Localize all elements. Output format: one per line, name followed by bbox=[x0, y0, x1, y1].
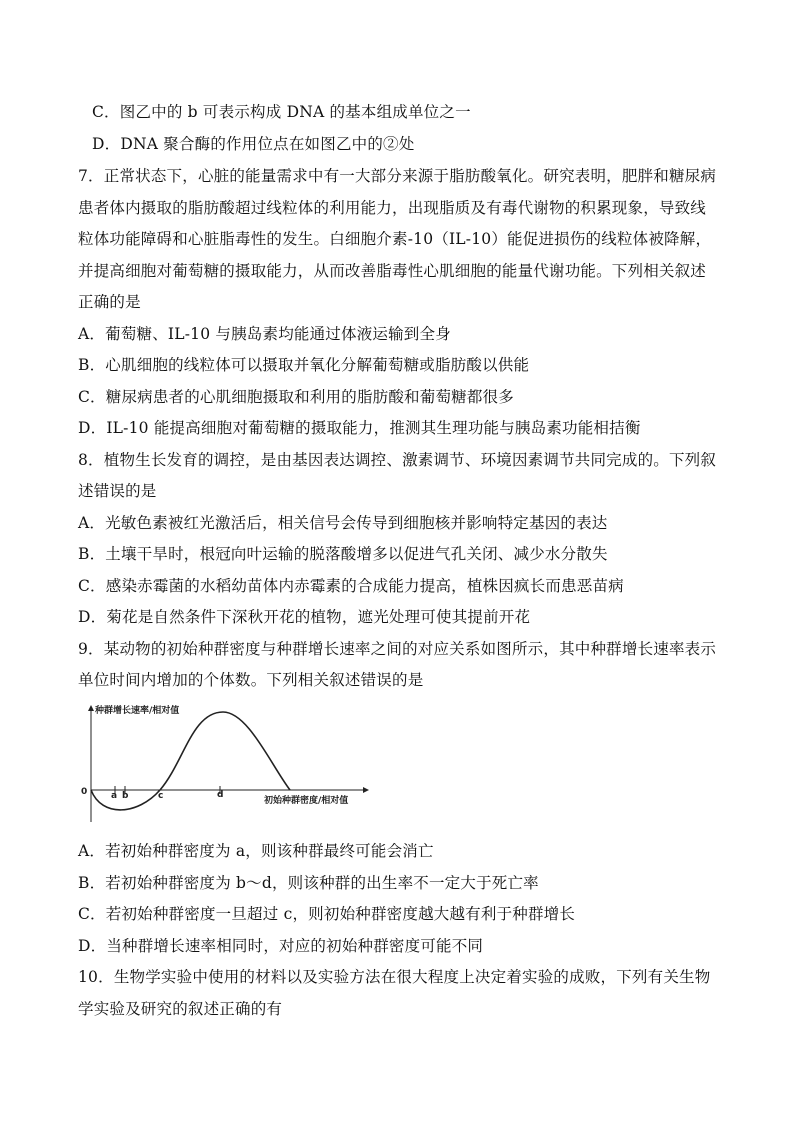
option-9c: C．若初始种群密度一旦超过 c，则初始种群密度越大越有利于种群增长 bbox=[78, 905, 576, 923]
x-axis-label: 初始种群密度/相对值 bbox=[264, 796, 349, 806]
question-7-line-5: 正确的是 bbox=[78, 293, 141, 311]
question-7-line-2: 患者体内摄取的脂肪酸超过线粒体的利用能力，出现脂质及有毒代谢物的积累现象，导致线 bbox=[78, 199, 707, 217]
y-axis-label: 种群增长速率/相对值 bbox=[95, 706, 180, 716]
question-8-line-1: 8．植物生长发育的调控，是由基因表达调控、激素调节、环境因素调节共同完成的。下列叙 bbox=[78, 451, 717, 469]
option-9b: B．若初始种群密度为 b～d，则该种群的出生率不一定大于死亡率 bbox=[78, 874, 539, 892]
tick-a-label: a bbox=[111, 791, 118, 801]
option-7a: A．葡萄糖、IL-10 与胰岛素均能通过体液运输到全身 bbox=[78, 325, 451, 343]
option-8b: B．土壤干旱时，根冠向叶运输的脱落酸增多以促进气孔关闭、减少水分散失 bbox=[78, 545, 608, 563]
population-growth-chart bbox=[78, 700, 378, 828]
question-9-line-2: 单位时间内增加的个体数。下列相关叙述错误的是 bbox=[78, 671, 424, 689]
tick-b-label: b bbox=[122, 791, 129, 801]
origin-label: 0 bbox=[81, 787, 88, 797]
question-7-line-3: 粒体功能障碍和心脏脂毒性的发生。白细胞介素-10（IL-10）能促进损伤的线粒体被降解， bbox=[78, 230, 712, 248]
option-9a: A．若初始种群密度为 a，则该种群最终可能会消亡 bbox=[78, 842, 434, 860]
question-8-line-2: 述错误的是 bbox=[78, 482, 157, 500]
option-6d: D．DNA 聚合酶的作用位点在如图乙中的②处 bbox=[92, 135, 415, 153]
option-8c: C．感染赤霉菌的水稻幼苗体内赤霉素的合成能力提高，植株因疯长而患恶苗病 bbox=[78, 577, 624, 595]
tick-c-label: c bbox=[158, 791, 164, 801]
option-7c: C．糖尿病患者的心肌细胞摄取和利用的脂肪酸和葡萄糖都很多 bbox=[78, 388, 514, 406]
question-7-line-1: 7．正常状态下，心脏的能量需求中有一大部分来源于脂肪酸氧化。研究表明，肥胖和糖尿病 bbox=[78, 167, 717, 185]
option-8d: D．菊花是自然条件下深秋开花的植物，遮光处理可使其提前开花 bbox=[78, 608, 531, 626]
question-10-line-2: 学实验及研究的叙述正确的有 bbox=[78, 1000, 283, 1018]
question-10-line-1: 10．生物学实验中使用的材料以及实验方法在很大程度上决定着实验的成败，下列有关生物 bbox=[78, 968, 711, 986]
question-9-line-1: 9．某动物的初始种群密度与种群增长速率之间的对应关系如图所示，其中种群增长速率表示 bbox=[78, 640, 717, 658]
population-growth-figure bbox=[78, 700, 378, 828]
growth-rate-curve bbox=[91, 712, 290, 810]
option-8a: A．光敏色素被红光激活后，相关信号会传导到细胞核并影响特定基因的表达 bbox=[78, 514, 608, 532]
option-6c: C．图乙中的 b 可表示构成 DNA 的基本组成单位之一 bbox=[92, 103, 471, 121]
option-7d: D．IL-10 能提高细胞对葡萄糖的摄取能力，推测其生理功能与胰岛素功能相拮衡 bbox=[78, 419, 641, 437]
tick-d-label: d bbox=[217, 790, 224, 800]
question-7-line-4: 并提高细胞对葡萄糖的摄取能力，从而改善脂毒性心肌细胞的能量代谢功能。下列相关叙述 bbox=[78, 262, 707, 280]
option-9d: D．当种群增长速率相同时，对应的初始种群密度可能不同 bbox=[78, 937, 484, 955]
option-7b: B．心肌细胞的线粒体可以摄取并氧化分解葡萄糖或脂肪酸以供能 bbox=[78, 356, 530, 374]
